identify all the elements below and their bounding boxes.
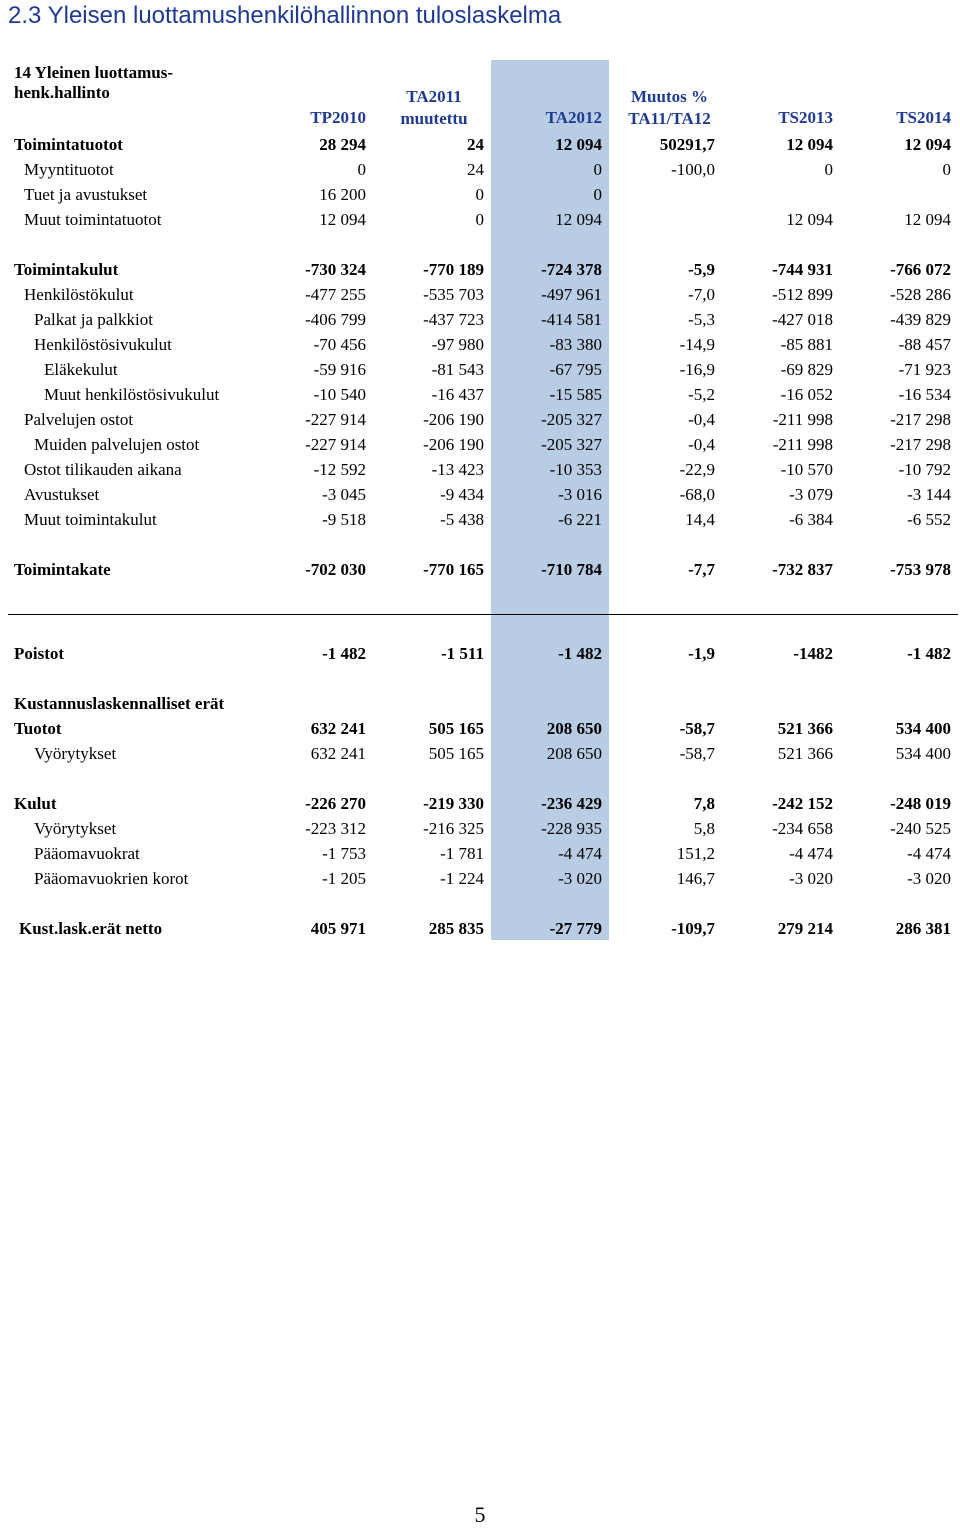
row-label: Muiden palvelujen ostot (34, 435, 200, 454)
cell-tp2010: -59 916 (313, 360, 366, 379)
cell-ts2013: -4 474 (789, 844, 833, 863)
cell-muutos: -22,9 (679, 460, 715, 479)
table-row-muut-henkilostosivukulut (0, 382, 960, 407)
cell-ts2014: -528 286 (890, 285, 951, 304)
cell-ts2014: -6 552 (907, 510, 951, 529)
cell-ts2014: -3 020 (907, 869, 951, 888)
cell-ta2011: -1 511 (441, 644, 484, 663)
cell-tp2010: -406 799 (305, 310, 366, 329)
row-label: Toimintakate (14, 560, 111, 579)
row-label: Myyntituotot (24, 160, 114, 179)
table-row-kustannuslaskennalliset (0, 691, 960, 716)
cell-ta2012: 0 (593, 185, 602, 204)
row-label: Pääomavuokrien korot (34, 869, 189, 888)
cell-ts2014: 286 381 (895, 919, 951, 938)
cell-muutos: 50291,7 (659, 135, 715, 154)
cell-tp2010: -226 270 (305, 794, 366, 813)
cell-ta2012: -15 585 (549, 385, 602, 404)
cell-ta2012: 12 094 (555, 135, 602, 154)
cell-ts2014: -3 144 (907, 485, 951, 504)
cell-muutos: 5,8 (693, 819, 715, 838)
table-row-muut-toimintakulut (0, 507, 960, 532)
header-ta2011-line2: muutettu (400, 109, 468, 128)
row-label: Kustannuslaskennalliset erät (14, 694, 225, 713)
cell-ts2013: 12 094 (786, 135, 833, 154)
cell-ts2014: 12 094 (904, 210, 951, 229)
cell-ta2011: 24 (467, 160, 484, 179)
cell-ts2014: 12 094 (904, 135, 951, 154)
cell-ts2013: 279 214 (777, 919, 833, 938)
cell-ta2012: 12 094 (555, 210, 602, 229)
cell-ta2011: 505 165 (428, 744, 484, 763)
cell-tp2010: -12 592 (313, 460, 366, 479)
table-row-paaomavuokrien-korot (0, 866, 960, 891)
table-row-elakekulut (0, 357, 960, 382)
cell-muutos: 151,2 (676, 844, 715, 863)
table-caption (14, 63, 173, 103)
cell-ta2012: 208 650 (546, 719, 602, 738)
cell-ts2013: -1482 (793, 644, 833, 663)
cell-ts2013: -6 384 (789, 510, 833, 529)
cell-ta2011: -97 980 (431, 335, 484, 354)
cell-muutos: -16,9 (679, 360, 715, 379)
row-label: Muut henkilöstösivukulut (44, 385, 220, 404)
header-muutos-line2: TA11/TA12 (628, 109, 711, 128)
cell-muutos: 146,7 (676, 869, 715, 888)
cell-tp2010: 12 094 (319, 210, 366, 229)
table-row-toimintatuotot (0, 132, 960, 157)
row-label: Kust.lask.erät netto (19, 919, 163, 938)
table-row-poistot (0, 641, 960, 666)
row-label: Kulut (14, 794, 57, 813)
cell-ts2014: -217 298 (890, 410, 951, 429)
cell-tp2010: -227 914 (305, 435, 366, 454)
table-row-henkilostosivukulut (0, 332, 960, 357)
cell-tp2010: -223 312 (305, 819, 366, 838)
cell-tp2010: -1 753 (322, 844, 366, 863)
cell-muutos: -109,7 (671, 919, 715, 938)
table-row-muut-toimintatuotot (0, 207, 960, 232)
cell-ta2011: 24 (467, 135, 484, 154)
cell-ta2012: -67 795 (549, 360, 602, 379)
row-label: Toimintakulut (14, 260, 119, 279)
header-muutos (604, 86, 735, 130)
row-label: Henkilöstökulut (24, 285, 134, 304)
row-label: Muut toimintakulut (24, 510, 157, 529)
table-row-myyntituotot (0, 157, 960, 182)
table-row-ostot-tilikauden-aikana (0, 457, 960, 482)
cell-ts2013: 521 366 (777, 719, 833, 738)
cell-ta2011: -219 330 (423, 794, 484, 813)
cell-ts2013: -3 020 (789, 869, 833, 888)
cell-ta2011: 0 (475, 210, 484, 229)
table-row-vyorytykset-kulut (0, 816, 960, 841)
cell-ta2012: -236 429 (541, 794, 602, 813)
row-label: Tuet ja avustukset (24, 185, 148, 204)
row-label: Pääomavuokrat (34, 844, 140, 863)
cell-ts2014: -439 829 (890, 310, 951, 329)
cell-ta2012: -228 935 (541, 819, 602, 838)
cell-ta2011: -535 703 (423, 285, 484, 304)
cell-ta2012: -83 380 (549, 335, 602, 354)
header-muutos-line1: Muutos % (631, 87, 708, 106)
cell-ta2012: -10 353 (549, 460, 602, 479)
cell-ts2013: -211 998 (772, 435, 833, 454)
cell-ts2013: -3 079 (789, 485, 833, 504)
row-label: Poistot (14, 644, 65, 663)
cell-ta2011: -5 438 (440, 510, 484, 529)
cell-tp2010: -3 045 (322, 485, 366, 504)
table-row-avustukset (0, 482, 960, 507)
cell-ta2011: -81 543 (431, 360, 484, 379)
cell-ta2011: -206 190 (423, 435, 484, 454)
cell-ta2011: -437 723 (423, 310, 484, 329)
cell-tp2010: -477 255 (305, 285, 366, 304)
row-label: Henkilöstösivukulut (34, 335, 172, 354)
cell-ts2013: -211 998 (772, 410, 833, 429)
cell-tp2010: 0 (357, 160, 366, 179)
cell-ts2014: -4 474 (907, 844, 951, 863)
table-row-palkat (0, 307, 960, 332)
table-row-muiden-palvelujen-ostot (0, 432, 960, 457)
cell-ta2012: -205 327 (541, 410, 602, 429)
cell-ts2013: -427 018 (772, 310, 833, 329)
cell-ts2014: -1 482 (907, 644, 951, 663)
row-label: Toimintatuotot (14, 135, 123, 154)
cell-ts2013: -69 829 (780, 360, 833, 379)
cell-ts2014: -217 298 (890, 435, 951, 454)
cell-tp2010: 632 241 (310, 744, 366, 763)
table-row-kulut (0, 791, 960, 816)
cell-ts2014: -71 923 (898, 360, 951, 379)
cell-muutos: -5,2 (688, 385, 715, 404)
cell-ta2012: -1 482 (558, 644, 602, 663)
cell-muutos: -7,7 (688, 560, 715, 579)
cell-ts2013: 521 366 (777, 744, 833, 763)
cell-ta2012: -414 581 (541, 310, 602, 329)
cell-ta2012: -4 474 (558, 844, 602, 863)
cell-ts2014: -88 457 (898, 335, 951, 354)
cell-ta2012: -3 016 (558, 485, 602, 504)
cell-ta2011: -770 189 (423, 260, 484, 279)
row-label: Vyörytykset (34, 744, 117, 763)
cell-tp2010: 16 200 (319, 185, 366, 204)
cell-muutos: 7,8 (693, 794, 715, 813)
cell-tp2010: 28 294 (319, 135, 366, 154)
cell-ts2014: 534 400 (895, 719, 951, 738)
row-label: Ostot tilikauden aikana (24, 460, 182, 479)
cell-ts2014: -240 525 (890, 819, 951, 838)
cell-tp2010: -730 324 (305, 260, 366, 279)
cell-ts2013: -10 570 (780, 460, 833, 479)
cell-ta2012: 208 650 (546, 744, 602, 763)
cell-muutos: -5,9 (688, 260, 715, 279)
cell-ta2011: -13 423 (431, 460, 484, 479)
cell-muutos: -58,7 (679, 744, 715, 763)
row-label: Palvelujen ostot (24, 410, 134, 429)
cell-ta2011: -1 781 (440, 844, 484, 863)
row-label: Tuotot (14, 719, 62, 738)
cell-ts2013: -242 152 (772, 794, 833, 813)
page-number: 5 (474, 1502, 486, 1527)
cell-ta2012: -6 221 (558, 510, 602, 529)
table-caption-line2: henk.hallinto (14, 83, 110, 102)
cell-ta2012: -724 378 (541, 260, 602, 279)
cell-ta2011: -9 434 (440, 485, 484, 504)
header-ta2012: TA2012 (545, 108, 602, 127)
cell-muutos: -7,0 (688, 285, 715, 304)
table-row-paaomavuokrat (0, 841, 960, 866)
cell-muutos: -1,9 (688, 644, 715, 663)
section-divider (8, 614, 958, 615)
cell-tp2010: -1 205 (322, 869, 366, 888)
table-row-kustlask-netto (0, 916, 960, 941)
cell-ts2013: 12 094 (786, 210, 833, 229)
table-row-vyorytykset-tuotot (0, 741, 960, 766)
table-row-tuet (0, 182, 960, 207)
cell-tp2010: -702 030 (305, 560, 366, 579)
cell-ta2012: -497 961 (541, 285, 602, 304)
cell-ta2012: -3 020 (558, 869, 602, 888)
cell-ta2011: 285 835 (428, 919, 484, 938)
cell-ta2012: -27 779 (549, 919, 602, 938)
cell-muutos: 14,4 (685, 510, 715, 529)
cell-ta2011: 0 (475, 185, 484, 204)
cell-ta2012: -710 784 (541, 560, 602, 579)
cell-ts2014: -753 978 (890, 560, 951, 579)
cell-tp2010: -9 518 (322, 510, 366, 529)
cell-ta2011: 505 165 (428, 719, 484, 738)
cell-muutos: -0,4 (688, 410, 715, 429)
table-row-palvelujen-ostot (0, 407, 960, 432)
row-label: Eläkekulut (44, 360, 118, 379)
cell-ts2013: -85 881 (780, 335, 833, 354)
cell-tp2010: 405 971 (310, 919, 366, 938)
cell-ts2013: -744 931 (772, 260, 833, 279)
cell-ta2012: 0 (593, 160, 602, 179)
cell-muutos: -14,9 (679, 335, 715, 354)
row-label: Avustukset (24, 485, 100, 504)
cell-ta2011: -216 325 (423, 819, 484, 838)
cell-ta2011: -16 437 (431, 385, 484, 404)
page-title: 2.3 Yleisen luottamushenkilöhallinnon tuloslaskelma (8, 2, 562, 29)
cell-ts2013: -234 658 (772, 819, 833, 838)
cell-ta2011: -206 190 (423, 410, 484, 429)
cell-ts2014: 0 (942, 160, 951, 179)
cell-tp2010: -10 540 (313, 385, 366, 404)
cell-ts2014: -10 792 (898, 460, 951, 479)
cell-muutos: -58,7 (679, 719, 715, 738)
cell-tp2010: -1 482 (322, 644, 366, 663)
cell-tp2010: -70 456 (313, 335, 366, 354)
table-row-tuotot (0, 716, 960, 741)
cell-ta2012: -205 327 (541, 435, 602, 454)
cell-ta2011: -770 165 (423, 560, 484, 579)
cell-ts2014: -16 534 (898, 385, 951, 404)
cell-ts2013: -16 052 (780, 385, 833, 404)
cell-muutos: -68,0 (679, 485, 715, 504)
cell-ts2014: 534 400 (895, 744, 951, 763)
row-label: Vyörytykset (34, 819, 117, 838)
cell-muutos: -5,3 (688, 310, 715, 329)
cell-tp2010: -227 914 (305, 410, 366, 429)
cell-ta2011: -1 224 (440, 869, 484, 888)
cell-muutos: -100,0 (671, 160, 715, 179)
table-caption-line1: 14 Yleinen luottamus- (14, 63, 173, 82)
cell-ts2014: -766 072 (890, 260, 951, 279)
cell-muutos: -0,4 (688, 435, 715, 454)
row-label: Palkat ja palkkiot (34, 310, 153, 329)
cell-ts2013: -732 837 (772, 560, 833, 579)
row-label: Muut toimintatuotot (24, 210, 162, 229)
header-ts2014: TS2014 (896, 108, 951, 127)
header-ta2011 (368, 86, 492, 130)
header-tp2010: TP2010 (310, 108, 366, 127)
cell-ts2013: 0 (824, 160, 833, 179)
table-row-toimintakate (0, 557, 960, 582)
table-row-henkilostokulut (0, 282, 960, 307)
cell-tp2010: 632 241 (310, 719, 366, 738)
cell-ts2014: -248 019 (890, 794, 951, 813)
table-row-toimintakulut (0, 257, 960, 282)
header-ts2013: TS2013 (778, 108, 833, 127)
cell-ts2013: -512 899 (772, 285, 833, 304)
header-ta2011-line1: TA2011 (406, 87, 462, 106)
